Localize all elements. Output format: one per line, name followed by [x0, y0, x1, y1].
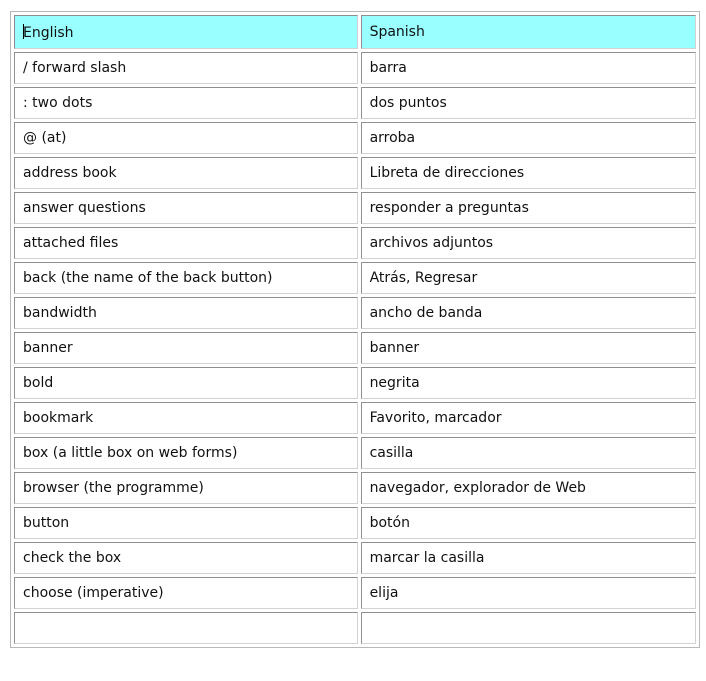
table-row	[14, 192, 696, 224]
table-row	[14, 122, 696, 154]
cell-spanish[interactable]: botón	[361, 507, 696, 539]
cell-english[interactable]: check the box	[14, 542, 358, 574]
cell-spanish[interactable]: Atrás, Regresar	[361, 262, 696, 294]
table-row	[14, 52, 696, 84]
header-english-label: English	[23, 24, 74, 41]
cell-spanish[interactable]: navegador, explorador de Web	[361, 472, 696, 504]
cell-english[interactable]: bandwidth	[14, 297, 358, 329]
cell-english[interactable]: back (the name of the back button)	[14, 262, 358, 294]
cell-spanish[interactable]: negrita	[361, 367, 696, 399]
header-english[interactable]	[14, 15, 358, 49]
cell-english[interactable]: choose (imperative)	[14, 577, 358, 609]
cell-english[interactable]	[14, 612, 358, 644]
glossary-table-container	[10, 11, 702, 681]
table-row	[14, 472, 696, 504]
table-row	[14, 157, 696, 189]
cell-english[interactable]: answer questions	[14, 192, 358, 224]
cell-spanish[interactable]: responder a preguntas	[361, 192, 696, 224]
cell-spanish[interactable]: casilla	[361, 437, 696, 469]
cell-english[interactable]: : two dots	[14, 87, 358, 119]
cell-english[interactable]: bookmark	[14, 402, 358, 434]
glossary-table	[10, 11, 700, 648]
cell-spanish[interactable]: ancho de banda	[361, 297, 696, 329]
cell-spanish[interactable]: barra	[361, 52, 696, 84]
header-row	[14, 15, 696, 49]
cell-spanish[interactable]: banner	[361, 332, 696, 364]
cell-english[interactable]: address book	[14, 157, 358, 189]
cell-english[interactable]: @ (at)	[14, 122, 358, 154]
cell-spanish[interactable]: Libreta de direcciones	[361, 157, 696, 189]
table-row	[14, 332, 696, 364]
table-row	[14, 297, 696, 329]
table-row	[14, 262, 696, 294]
cell-spanish[interactable]	[361, 612, 696, 644]
table-row	[14, 437, 696, 469]
header-spanish[interactable]	[361, 15, 696, 49]
cell-english[interactable]: banner	[14, 332, 358, 364]
cell-english[interactable]: box (a little box on web forms)	[14, 437, 358, 469]
table-row	[14, 227, 696, 259]
cell-spanish[interactable]: Favorito, marcador	[361, 402, 696, 434]
table-row	[14, 612, 696, 644]
cell-english[interactable]: bold	[14, 367, 358, 399]
cell-english[interactable]: button	[14, 507, 358, 539]
cell-spanish[interactable]: marcar la casilla	[361, 542, 696, 574]
table-row	[14, 577, 696, 609]
table-row	[14, 507, 696, 539]
cell-spanish[interactable]: dos puntos	[361, 87, 696, 119]
cell-spanish[interactable]: elija	[361, 577, 696, 609]
table-row	[14, 402, 696, 434]
cell-spanish[interactable]: archivos adjuntos	[361, 227, 696, 259]
cell-english[interactable]: attached files	[14, 227, 358, 259]
header-spanish-label: Spanish	[369, 24, 425, 40]
table-row	[14, 87, 696, 119]
cell-english[interactable]: / forward slash	[14, 52, 358, 84]
table-row	[14, 367, 696, 399]
cell-spanish[interactable]: arroba	[361, 122, 696, 154]
table-row	[14, 542, 696, 574]
cell-english[interactable]: browser (the programme)	[14, 472, 358, 504]
